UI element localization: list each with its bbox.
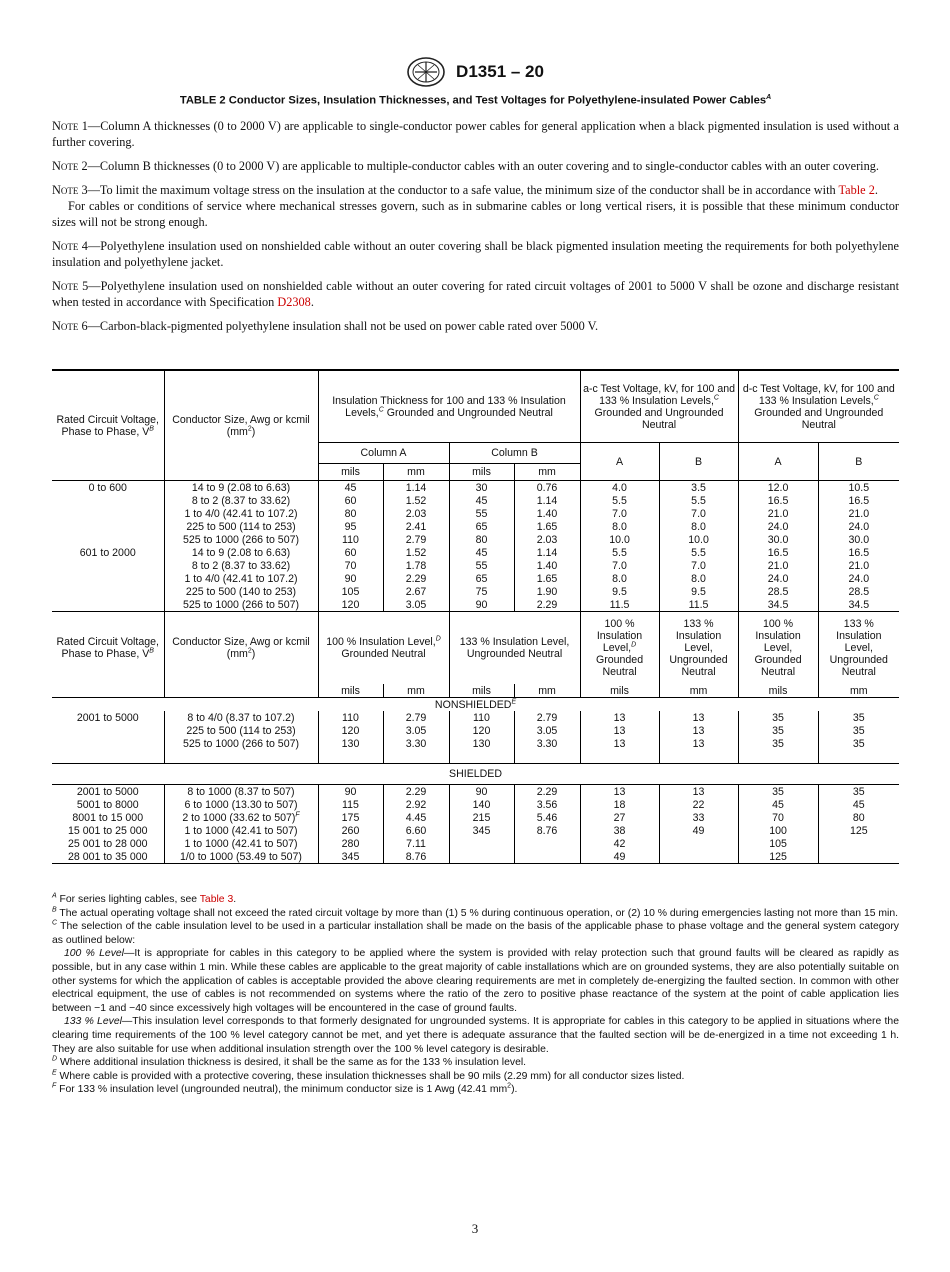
table-cell: 60 [318, 494, 383, 507]
table-cell: 11.5 [659, 598, 738, 612]
table-row [52, 598, 899, 612]
table-cell: 30.0 [738, 533, 818, 546]
table-cell: 16.5 [818, 494, 899, 507]
table-cell: 1.40 [514, 507, 580, 520]
table-cell: 30.0 [818, 533, 899, 546]
table-cell: 140 [449, 798, 514, 811]
table-cell: 21.0 [818, 507, 899, 520]
shielded-label-row: SHIELDED [52, 764, 899, 785]
table-cell: 42 [580, 837, 659, 850]
table-cell [659, 837, 738, 850]
table-cell: 525 to 1000 (266 to 507) [164, 598, 318, 612]
table-cell: 65 [449, 520, 514, 533]
table-cell: 1.14 [383, 481, 449, 495]
table-cell: 12.0 [738, 481, 818, 495]
table-cell: 125 [738, 850, 818, 864]
table-cell: 21.0 [818, 559, 899, 572]
table-cell: 1 to 4/0 (42.41 to 107.2) [164, 507, 318, 520]
note-5: Note 5—Polyethylene insulation used on nonshielded cable without an outer covering for rated circuit voltages of 2001 to 5000 V shall be ozone and discharge resistant when tested in accordance with Specification D2308. [52, 279, 899, 309]
table-cell: 21.0 [738, 507, 818, 520]
table-cell: 21.0 [738, 559, 818, 572]
footnote-d: $^D$ Where additional insulation thickness is desired, it shall be the same as for the 133 % insulation level. [52, 1055, 527, 1069]
table-cell: 1 to 4/0 (42.41 to 107.2) [164, 572, 318, 585]
table-cell: 1.90 [514, 585, 580, 598]
table-cell: 10.5 [818, 481, 899, 495]
table-title: TABLE 2 Conductor Sizes, Insulation Thicknesses, and Test Voltages for Polyethylene-insulated Power Cables$^A$ [179, 94, 772, 107]
table-cell: 3.56 [514, 798, 580, 811]
table-cell: 175 [318, 811, 383, 824]
table-cell: 49 [580, 850, 659, 864]
table-cell: 100 [738, 824, 818, 837]
table-cell: 28.5 [738, 585, 818, 598]
table-cell: 1.65 [514, 520, 580, 533]
table-row [52, 533, 899, 546]
note-3: Note 3—To limit the maximum voltage stress on the insulation at the conductor to a safe value, the minimum size of the conductor shall be in accordance with Table 2. [52, 183, 878, 197]
d2308-link[interactable]: D2308 [277, 295, 311, 309]
table-cell: 90 [318, 785, 383, 799]
table-cell [514, 837, 580, 850]
table-cell: 1.40 [514, 559, 580, 572]
table-cell: 9.5 [580, 585, 659, 598]
footnote-a: $^A$ For series lighting cables, see Table 3. [52, 892, 237, 905]
table-cell: 45 [318, 481, 383, 495]
table-cell: 345 [318, 850, 383, 864]
table-cell: 35 [738, 711, 818, 724]
table-cell: 8.76 [514, 824, 580, 837]
table-cell: 0 to 600 [52, 481, 164, 495]
table-row [52, 785, 899, 799]
table-cell: 13 [659, 711, 738, 724]
table-cell: 16.5 [738, 494, 818, 507]
table-cell [52, 559, 164, 572]
footnote-e: $^E$ Where cable is provided with a protective covering, these insulation thicknesses shall be 90 mils (2.29 mm) for all conductor sizes listed. [52, 1069, 685, 1082]
table-cell: 260 [318, 824, 383, 837]
table-row [52, 585, 899, 598]
table-cell [449, 837, 514, 850]
notes-section [52, 118, 899, 334]
table-cell: 60 [318, 546, 383, 559]
table-cell: 80 [318, 507, 383, 520]
table-cell [52, 737, 164, 750]
table-cell: 525 to 1000 (266 to 507) [164, 533, 318, 546]
table-cell: 13 [659, 737, 738, 750]
table-cell: 24.0 [818, 520, 899, 533]
footnote-f: $^F$ For 133 % insulation level (ungrounded neutral), the minimum conductor size is 1 Awg (42.41 $mm^2$). [52, 1082, 518, 1096]
table-cell: 10.0 [659, 533, 738, 546]
table-row [52, 559, 899, 572]
table-cell: 105 [738, 837, 818, 850]
table-cell: 7.0 [659, 559, 738, 572]
table-cell: 45 [449, 494, 514, 507]
note-2: Note 2—Column B thicknesses (0 to 2000 V) are applicable to multiple-conductor cables with an outer covering and to single-conductor cables with an outer covering. [52, 159, 879, 173]
table-cell: 22 [659, 798, 738, 811]
table-cell: 45 [449, 546, 514, 559]
table-cell: 110 [318, 533, 383, 546]
astm-logo-icon [406, 56, 446, 88]
table-cell: 8 to 1000 (8.37 to 507) [164, 785, 318, 799]
table-cell: 3.05 [383, 724, 449, 737]
table-cell: 11.5 [580, 598, 659, 612]
table-cell: 30 [449, 481, 514, 495]
table-cell: 70 [318, 559, 383, 572]
table-cell: 215 [449, 811, 514, 824]
table-cell: 34.5 [738, 598, 818, 612]
spacer-row [52, 750, 899, 764]
table-cell: 16.5 [738, 546, 818, 559]
table-cell: 8 to 4/0 (8.37 to 107.2) [164, 711, 318, 724]
table-cell: 5.46 [514, 811, 580, 824]
document-id: D1351 – 20 [456, 62, 544, 81]
table-cell: 13 [580, 785, 659, 799]
table-cell: 0.76 [514, 481, 580, 495]
table-cell: 95 [318, 520, 383, 533]
table-cell: 2.29 [383, 572, 449, 585]
table-cell: 225 to 500 (114 to 253) [164, 724, 318, 737]
table-cell: 13 [659, 724, 738, 737]
table-cell: 6 to 1000 (13.30 to 507) [164, 798, 318, 811]
table-row [52, 546, 899, 559]
table-cell: 13 [659, 785, 738, 799]
table-row [52, 520, 899, 533]
table-cell: 2 to 1000 (33.62 to 507)$^F$ [164, 811, 318, 824]
table-cell [514, 850, 580, 864]
table-cell: 90 [318, 572, 383, 585]
table-cell: 35 [818, 711, 899, 724]
table-cell: 18 [580, 798, 659, 811]
table-cell: 2.03 [383, 507, 449, 520]
note-3-continued: For cables or conditions of service where mechanical stresses govern, such as in submarine cables or long vertical risers, it is possible that these minimum conductor sizes will not be strong enough. [52, 199, 899, 229]
nonshielded-label-row: $NONSHIELDED^E$ [434, 697, 517, 711]
table-cell: 5.5 [659, 546, 738, 559]
table-cell: 2.41 [383, 520, 449, 533]
table-row [52, 737, 899, 750]
table-cell: 7.0 [659, 507, 738, 520]
table-cell: 33 [659, 811, 738, 824]
table-cell: 2.29 [514, 598, 580, 612]
table-row [52, 507, 899, 520]
table-cell: 2.29 [514, 785, 580, 799]
table-cell: 28 001 to 35 000 [52, 850, 164, 864]
table-cell: 5.5 [659, 494, 738, 507]
table-cell: 13 [580, 711, 659, 724]
table-cell: 5.5 [580, 546, 659, 559]
table-row [52, 481, 899, 495]
header-row-2: Column A Column B A B A B [52, 443, 899, 464]
note-1: Note 1—Column A thicknesses (0 to 2000 V) are applicable to single-conductor power cables for general application when a black pigmented insulation is used without a further covering. [52, 119, 899, 149]
table-cell: 70 [738, 811, 818, 824]
table-row [52, 824, 899, 837]
table-cell: 1.78 [383, 559, 449, 572]
table-row [52, 837, 899, 850]
table-cell: 4.0 [580, 481, 659, 495]
page-header [0, 56, 950, 88]
table-cell: 35 [738, 785, 818, 799]
table-cell: 8 to 2 (8.37 to 33.62) [164, 559, 318, 572]
table-cell: 45 [738, 798, 818, 811]
table-cell: 2001 to 5000 [76, 785, 139, 798]
table-cell: 2.03 [514, 533, 580, 546]
table-cell: 15 001 to 25 000 [67, 824, 148, 837]
table-cell: 6.60 [383, 824, 449, 837]
table-cell [52, 598, 164, 612]
table-cell: 1.52 [383, 546, 449, 559]
table-cell: 13 [580, 724, 659, 737]
table-cell: 24.0 [738, 572, 818, 585]
table-cell: 110 [318, 711, 383, 724]
table-cell: 8.0 [659, 520, 738, 533]
table-cell: 27 [580, 811, 659, 824]
table-cell: 225 to 500 (114 to 253) [164, 520, 318, 533]
table-cell: 3.05 [383, 598, 449, 612]
conductor-sizes-table [52, 369, 899, 864]
table-cell: 2.79 [383, 711, 449, 724]
table-cell [52, 724, 164, 737]
table-cell: 45 [818, 798, 899, 811]
table-cell: 130 [318, 737, 383, 750]
table-cell: 14 to 9 (2.08 to 6.63) [164, 481, 318, 495]
table-row [52, 850, 899, 864]
table-cell: 3.5 [659, 481, 738, 495]
table-cell [52, 494, 164, 507]
table-cell: 10.0 [580, 533, 659, 546]
table-cell: 7.0 [580, 559, 659, 572]
table-row [52, 494, 899, 507]
table-cell: 2.92 [383, 798, 449, 811]
table-cell: 24.0 [738, 520, 818, 533]
table-cell: 8.0 [580, 572, 659, 585]
page-number: 3 [471, 1221, 479, 1236]
table-cell: 90 [449, 785, 514, 799]
table-cell: 34.5 [818, 598, 899, 612]
table-row [52, 798, 899, 811]
table-cell: 25 001 to 28 000 [67, 837, 148, 850]
footnotes [52, 893, 899, 1097]
table-cell: 120 [449, 724, 514, 737]
table-row [52, 572, 899, 585]
footnote-c-100: 100 % Level—It is appropriate for cables in this category to be applied where the system is provided with relay protection such that ground faults will be cleared as rapidly as possible, but in any case within 1 min. While these cables are applicable to the great majority of cable installations which are on grounded systems, they are also potentially suitable on other systems for which the application of cables is acceptable provided the above clearing requirements are met in completely de-energizing the faulted section. In common with other electrical equipment, the use of cables is not recommended on systems where the ratio of the zero to positive phase reactance of the system at the point of cable application lies between −1 and −40 since excessively high voltages will be encountered in the case of ground faults. [52, 948, 899, 1014]
table-cell: 80 [449, 533, 514, 546]
table-row [52, 711, 899, 724]
table-2-link[interactable]: Table 2 [838, 183, 875, 197]
table-cell: 1.14 [514, 546, 580, 559]
table-cell: 4.45 [383, 811, 449, 824]
table-cell: 1.52 [383, 494, 449, 507]
table-cell: 125 [818, 824, 899, 837]
table-cell: 9.5 [659, 585, 738, 598]
note-4: Note 4—Polyethylene insulation used on nonshielded cable without an outer covering shall be black pigmented insulation meeting the requirements for both polyethylene insulation and polyethylene jacket. [52, 239, 899, 269]
table-cell: 35 [738, 724, 818, 737]
table-cell: 3.30 [514, 737, 580, 750]
table-cell [52, 507, 164, 520]
table-cell [449, 850, 514, 864]
table-cell: 55 [449, 507, 514, 520]
table-cell: 225 to 500 (140 to 253) [164, 585, 318, 598]
table-cell: 7.0 [580, 507, 659, 520]
table-cell: 75 [449, 585, 514, 598]
table-cell [52, 533, 164, 546]
table-cell: 35 [818, 785, 899, 799]
table-cell: 525 to 1000 (266 to 507) [164, 737, 318, 750]
table-cell: 1 to 1000 (42.41 to 507) [164, 824, 318, 837]
table-cell: 5.5 [580, 494, 659, 507]
table-cell: 110 [449, 711, 514, 724]
table-cell: 65 [449, 572, 514, 585]
table-cell: 35 [818, 737, 899, 750]
table-cell: 28.5 [818, 585, 899, 598]
table-cell [52, 520, 164, 533]
footnote-c: $^C$ The selection of the cable insulation level to be used in a particular installation shall be made on the basis of the applicable phase to phase voltage and the general system category as outlined below: [52, 919, 899, 946]
table-cell: 1 to 1000 (42.41 to 507) [164, 837, 318, 850]
table-cell: 38 [580, 824, 659, 837]
table-cell: 7.11 [383, 837, 449, 850]
table-cell: 120 [318, 724, 383, 737]
table-cell: 115 [318, 798, 383, 811]
table-cell: 1.65 [514, 572, 580, 585]
table-cell: 8.0 [580, 520, 659, 533]
header-row-1: Rated Circuit Voltage, Phase to Phase, $V^B$ Conductor Size, Awg or kcmil $(mm^2)$ Insulation Thickness for 100 and 133 % Insulation Levels,$^C$ Grounded and Ungrounded Neutral a-c Test Voltage, kV, for 100 and 133 % Insulation Levels,$^C$ Grounded and Ungrounded Neutral d-c Test Voltage, kV, for 100 and 133 % Insulation Levels,$^C$ Grounded and Ungrounded Neutral [52, 370, 899, 443]
table-cell: 8001 to 15 000 [72, 811, 144, 824]
table-cell: 5001 to 8000 [76, 798, 139, 811]
header-row-3: mils mm mils mm [52, 464, 899, 481]
table-cell: 24.0 [818, 572, 899, 585]
table-cell: 345 [449, 824, 514, 837]
table-cell [52, 585, 164, 598]
table-cell: 49 [659, 824, 738, 837]
table-cell: 2.67 [383, 585, 449, 598]
table-cell: 90 [449, 598, 514, 612]
table-cell: 120 [318, 598, 383, 612]
footnote-c-133: 133 % Level—This insulation level corresponds to that formerly designated for ungrounded systems. It is appropriate for cables in this category to be applied in situations where the clearing time requirements of the 100 % level category cannot be met, and yet there is adequate assurance that the faulted section will be de-energized in a time not exceeding 1 h. They are also suitable for use when additional insulation strength over the 100 % level category is desirable. [52, 1016, 899, 1055]
table-cell [659, 850, 738, 864]
table-cell [818, 837, 899, 850]
table-cell: 35 [818, 724, 899, 737]
table-cell: 105 [318, 585, 383, 598]
table-cell: 1/0 to 1000 (53.49 to 507) [164, 850, 318, 864]
table-3-link[interactable]: Table 3 [199, 894, 234, 905]
table-row [52, 724, 899, 737]
table-cell: 80 [818, 811, 899, 824]
table-cell: 2.29 [383, 785, 449, 799]
table-cell: 2.79 [383, 533, 449, 546]
table-cell: 35 [738, 737, 818, 750]
table-cell: 130 [449, 737, 514, 750]
note-6: Note 6—Carbon-black-pigmented polyethylene insulation shall not be used on power cable rated over 5000 V. [52, 319, 599, 333]
table-cell: 3.30 [383, 737, 449, 750]
table-cell: 280 [318, 837, 383, 850]
table-row [52, 811, 899, 824]
table-cell: 601 to 2000 [79, 546, 136, 559]
table-cell [818, 850, 899, 864]
table-cell: 1.14 [514, 494, 580, 507]
header-row-4: Rated Circuit Voltage, Phase to Phase, $V^B$ Conductor Size, Awg or kcmil $(mm^2)$ 100 % Insulation Level,$^D$ Grounded Neutral 133 % Insulation Level, Ungrounded Neutral 100 % Insulation Level,$^D$ Grounded Neutral 133 % Insulation Level, Ungrounded Neutral 100 % Insulation Level, Grounded Neutral 133 % Insulation Level, Ungrounded Neutral [52, 612, 899, 685]
table-cell: 13 [580, 737, 659, 750]
table-cell: 16.5 [818, 546, 899, 559]
table-cell: 14 to 9 (2.08 to 6.63) [164, 546, 318, 559]
table-cell: 3.05 [514, 724, 580, 737]
table-cell: 8.0 [659, 572, 738, 585]
table-cell [52, 572, 164, 585]
table-cell: 2.79 [514, 711, 580, 724]
table-cell: 2001 to 5000 [76, 711, 139, 724]
footnote-b: $^B$ The actual operating voltage shall not exceed the rated circuit voltage by more than (1) 5 % during continuous operation, or (2) 10 % during emergencies lasting not more than 15 min. [52, 906, 899, 919]
table-cell: 8.76 [383, 850, 449, 864]
table-cell: 8 to 2 (8.37 to 33.62) [164, 494, 318, 507]
table-cell: 55 [449, 559, 514, 572]
header-row-5: mils mm mils mm mils mm mils mm [52, 684, 899, 698]
